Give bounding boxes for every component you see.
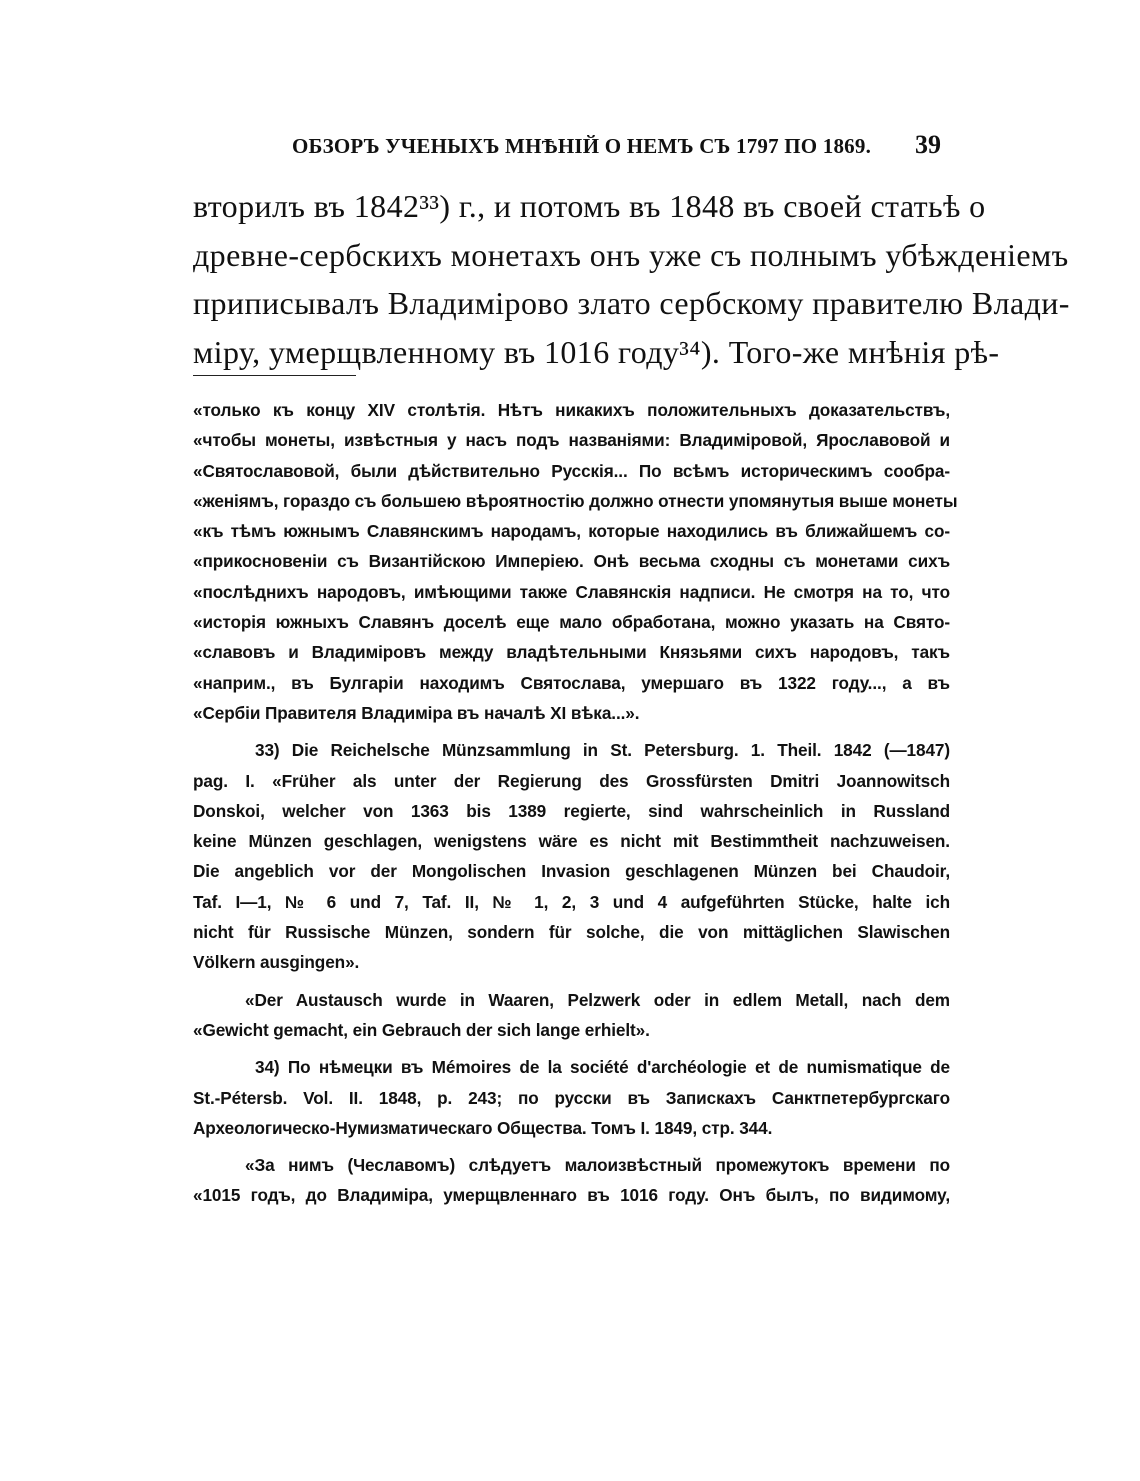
body-line: древне-сербскихъ монетахъ онъ уже съ полнымъ убѣжденіемъ [193,236,1069,273]
footnote-quote-continued [193,395,958,728]
footnote-line: «прикосновеніи съ Византійскою Имперіею. Онѣ весьма сходны съ монетами сихъ [193,551,950,572]
footnote-line: «Der Austausch wurde in Waaren, Pelzwerk oder in edlem Metall, nach dem [245,989,950,1010]
footnote-line: «1015 годъ, до Владиміра, умерщвленнаго въ 1016 году. Онъ былъ, по видимому, [193,1185,950,1206]
footnote-34 [193,1052,950,1143]
footnote-line: Taf. I—1, № 6 und 7, Taf. II, № 1, 2, 3 und 4 aufgeführten Stücke, halte ich [193,891,950,912]
footnote-line: nicht für Russische Münzen, sondern für solche, die von mittäglichen Slawischen [193,922,950,943]
footnote-line: «За нимъ (Чеславомъ) слѣдуетъ малоизвѣстный промежутокъ времени по [245,1155,950,1176]
footnote-line: keine Münzen geschlagen, wenigstens wäre es nicht mit Bestimmtheit nachzuweisen. [193,831,950,852]
footnote-line: Археологическо-Нумизматическаго Общества. Томъ I. 1849, стр. 344. [193,1117,773,1138]
footnotes [193,395,958,1211]
footnote-line: «только къ концу XIV столѣтія. Нѣтъ никакихъ положительныхъ доказательствъ, [193,400,950,420]
footnote-line: «исторія южныхъ Славянъ доселѣ еще мало обработана, можно указать на Свято- [193,612,950,633]
body-line: міру, умерщвленному въ 1016 году³⁴). Того-же мнѣнія рѣ- [193,333,1000,370]
footnote-line: «Gewicht gemacht, ein Gebrauch der sich lange erhielt». [193,1019,650,1040]
footnote-line: «Сербіи Правителя Владиміра въ началѣ XI вѣка...». [193,702,640,723]
footnote-33 [193,735,950,977]
footnote-line: «Святославовой, были дѣйствительно Русскія... По всѣмъ историческимъ сообра- [193,460,950,481]
footnote-line: «чтобы монеты, извѣстныя у насъ подъ названіями: Владиміровой, Ярославовой и [193,430,950,451]
footnote-line: 33) Die Reichelsche Münzsammlung in St. Petersburg. 1. Theil. 1842 (—1847) [255,740,950,761]
footnote-line: «наприм., въ Булгаріи находимъ Святослава, умершаго въ 1322 году..., а въ [193,672,950,693]
page-header [292,130,949,168]
body-line: приписывалъ Владимірово злато сербскому правителю Влади- [193,285,1070,321]
footnote-line: Die angeblich vor der Mongolischen Invasion geschlagenen Münzen bei Chaudoir, [193,861,950,882]
footnote-34-quote [193,1150,950,1211]
main-body-text [193,182,1070,376]
footnote-line: «къ тѣмъ южнымъ Славянскимъ народамъ, которые находились въ ближайшемъ со- [193,521,950,542]
footnote-separator [193,375,356,376]
footnote-line: pag. I. «Früher als unter der Regierung des Grossfürsten Dmitri Joannowitsch [193,770,950,791]
footnote-line: «женіямъ, гораздо съ большею вѣроятностію должно отнести упомянутыя выше монеты [193,490,958,511]
footnote-line: «послѣднихъ народовъ, имѣющими также Славянскія надписи. Не смотря на то, что [193,581,950,602]
page-number: 39 [915,130,941,159]
footnote-line: «славовъ и Владиміровъ между владѣтельными Князьями сихъ народовъ, такъ [193,642,950,663]
body-line: вторилъ въ 1842³³) г., и потомъ въ 1848 въ своей статьѣ о [193,188,986,224]
footnote-line: 34) По нѣмецки въ Mémoires de la société d'archéologie et de numismatique de [255,1057,950,1078]
footnote-line: Donskoi, welcher von 1363 bis 1389 regierte, sind wahrscheinlich in Russland [193,800,950,821]
footnote-33-quote [193,985,950,1046]
running-title: ОБЗОРЪ УЧЕНЫХЪ МНѢНІЙ О НЕМЪ СЪ 1797 ПО 1869. [292,134,872,158]
footnote-line: St.-Pétersb. Vol. II. 1848, p. 243; по русски въ Запискахъ Санктпетербургскаго [193,1087,950,1108]
footnote-line: Völkern ausgingen». [193,952,360,973]
